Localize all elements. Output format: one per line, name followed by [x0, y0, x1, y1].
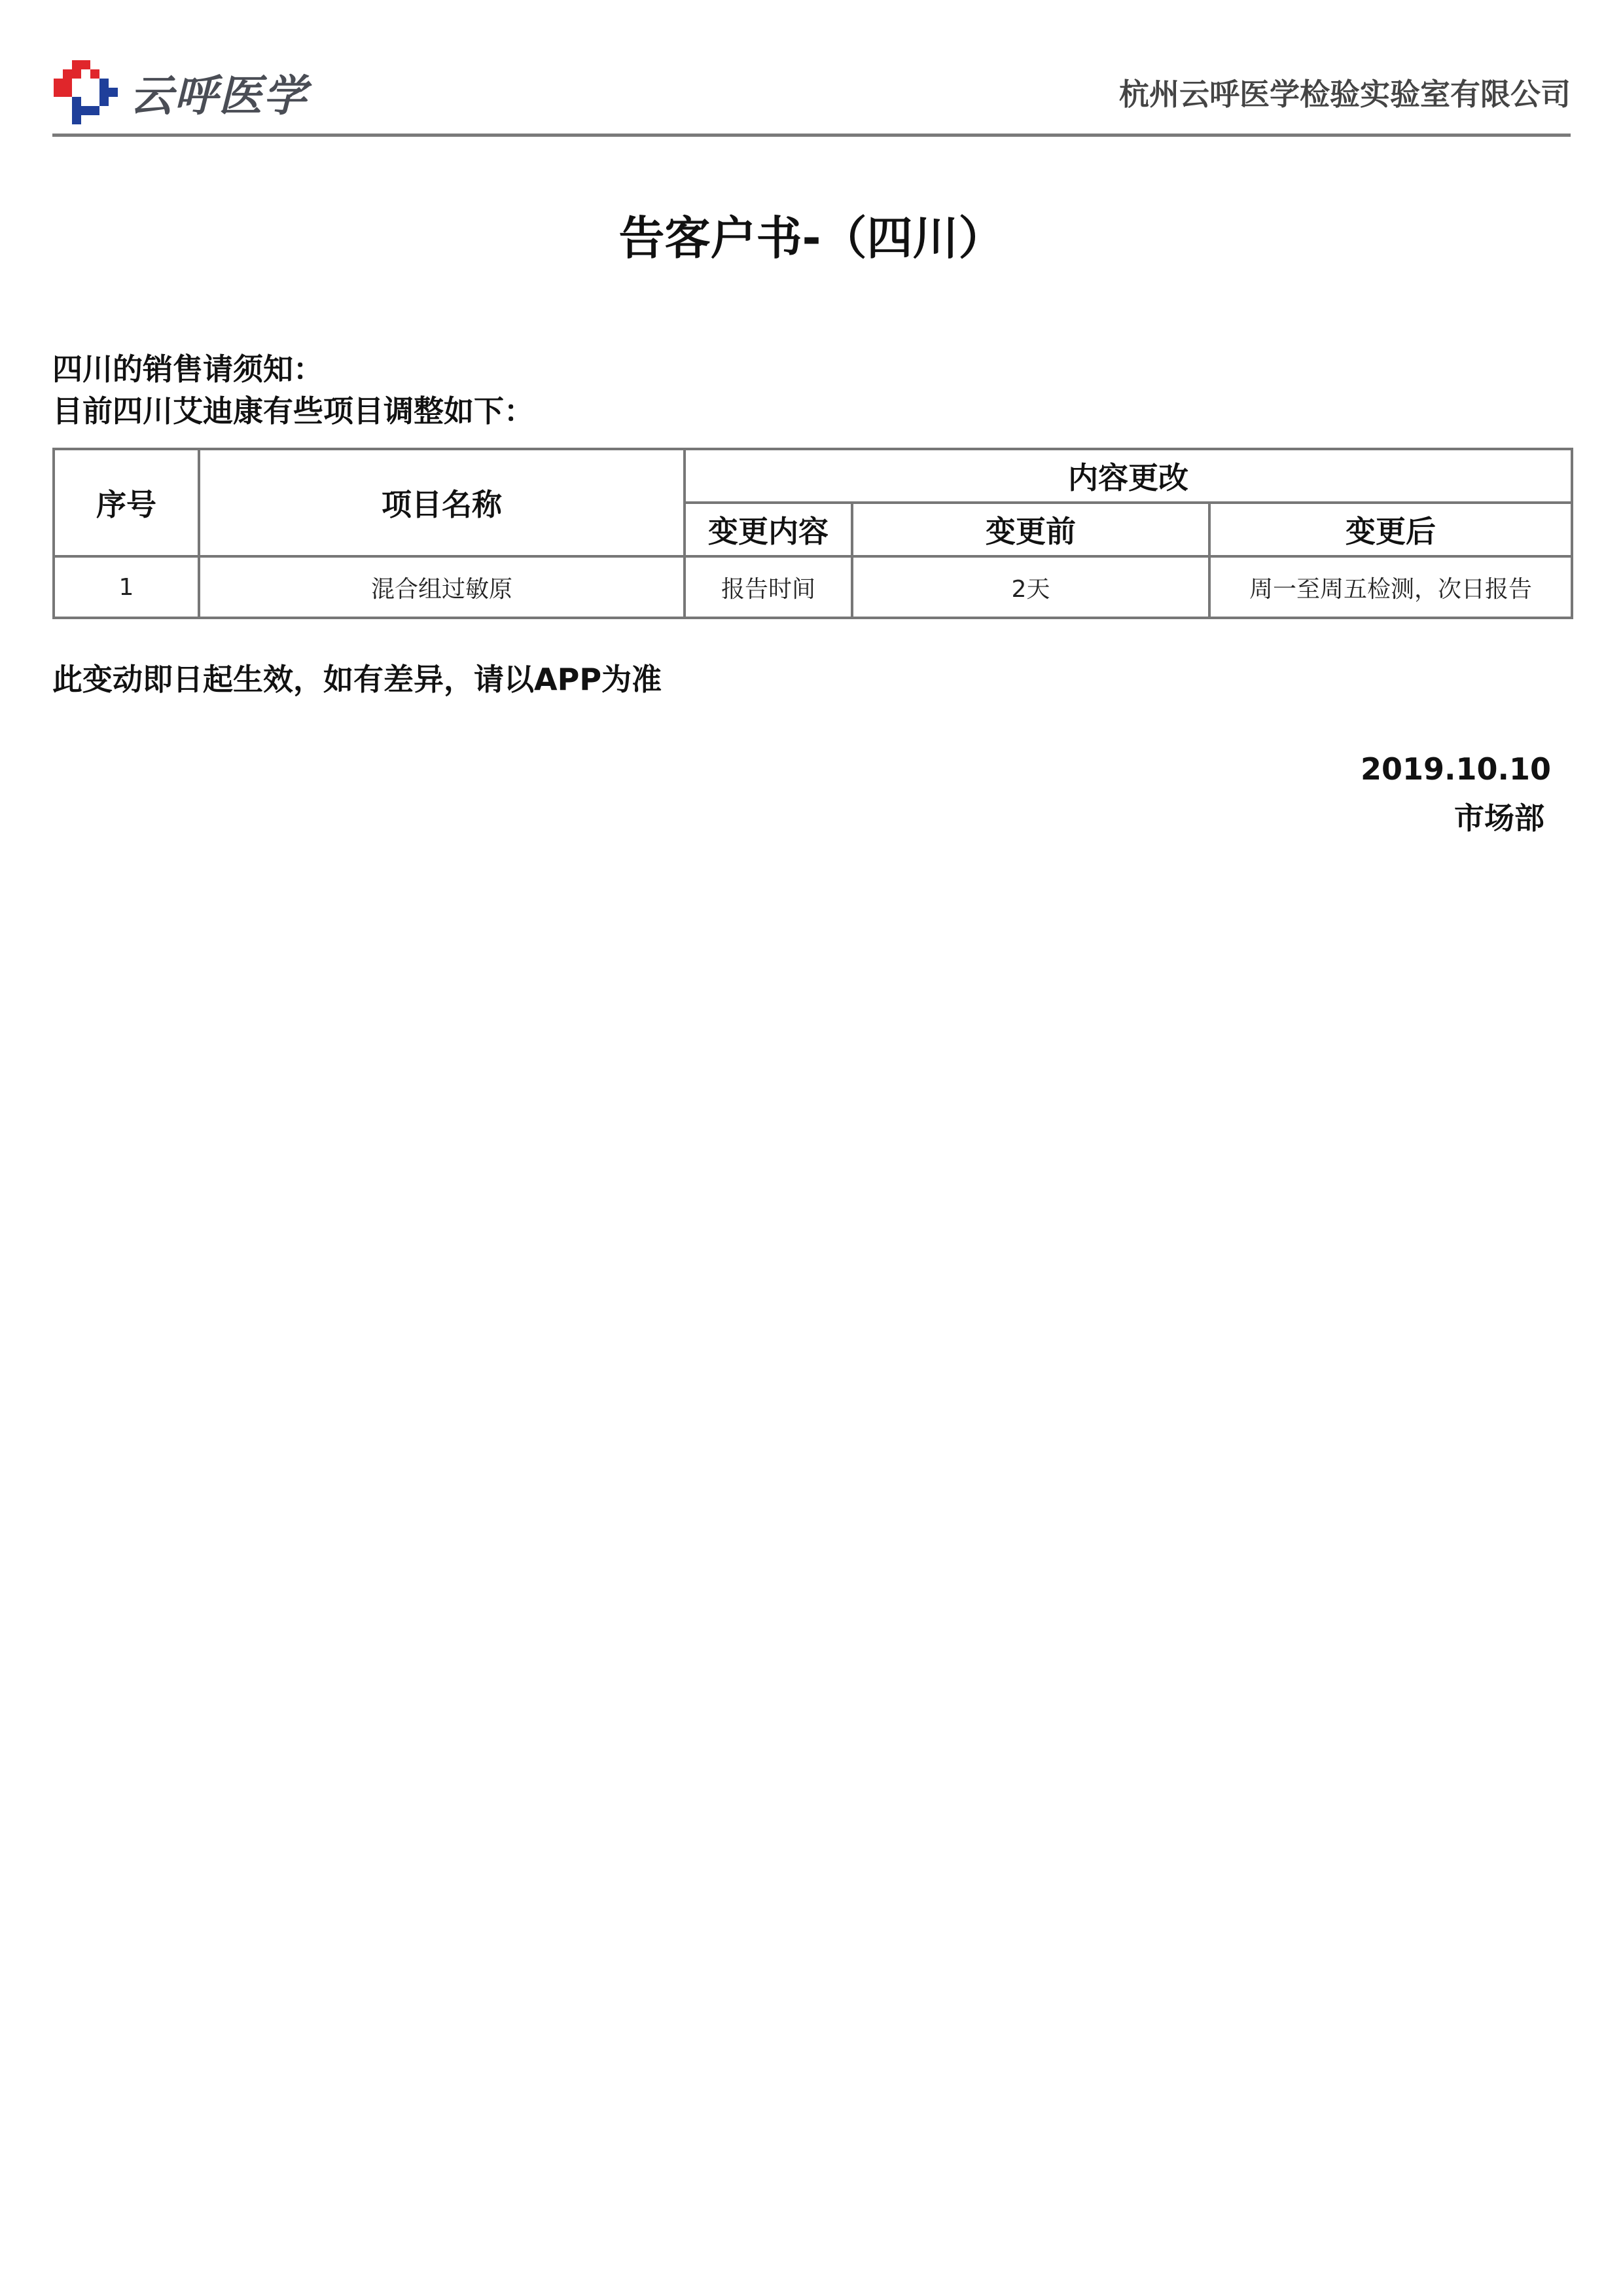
- header-before: 变更前: [852, 503, 1209, 556]
- signature-date: 2019.10.10: [1360, 751, 1551, 787]
- cell-before: 2天: [852, 556, 1209, 618]
- document-title: 告客户书-（四川）: [618, 211, 1005, 265]
- signature-department: 市场部: [1454, 800, 1544, 836]
- table-header-row: [54, 449, 1572, 503]
- table-row: [54, 556, 1572, 618]
- header-after: 变更后: [1209, 503, 1572, 556]
- intro-line-1: 四川的销售请须知：: [52, 351, 323, 387]
- cell-change-field: 报告时间: [685, 556, 852, 618]
- cell-index: 1: [54, 556, 199, 618]
- header-change-field: 变更内容: [685, 503, 852, 556]
- medical-cross-logo-icon: [52, 58, 120, 126]
- effective-notice: 此变动即日起生效，如有差异，请以APP为准: [52, 662, 662, 697]
- company-name: 杭州云呼医学检验实验室有限公司: [1119, 77, 1571, 112]
- intro-line-2: 目前四川艾迪康有些项目调整如下：: [52, 393, 534, 429]
- page-header: [52, 52, 1571, 137]
- changes-table: [52, 448, 1573, 619]
- header-divider: [52, 134, 1571, 137]
- header-content-change: 内容更改: [685, 449, 1572, 503]
- header-index: 序号: [54, 449, 199, 556]
- cell-after: 周一至周五检测，次日报告: [1209, 556, 1572, 618]
- cell-item-name: 混合组过敏原: [199, 556, 685, 618]
- company-logo: [52, 59, 308, 124]
- header-item-name: 项目名称: [199, 449, 685, 556]
- logo-text: 云呼医学: [130, 70, 308, 121]
